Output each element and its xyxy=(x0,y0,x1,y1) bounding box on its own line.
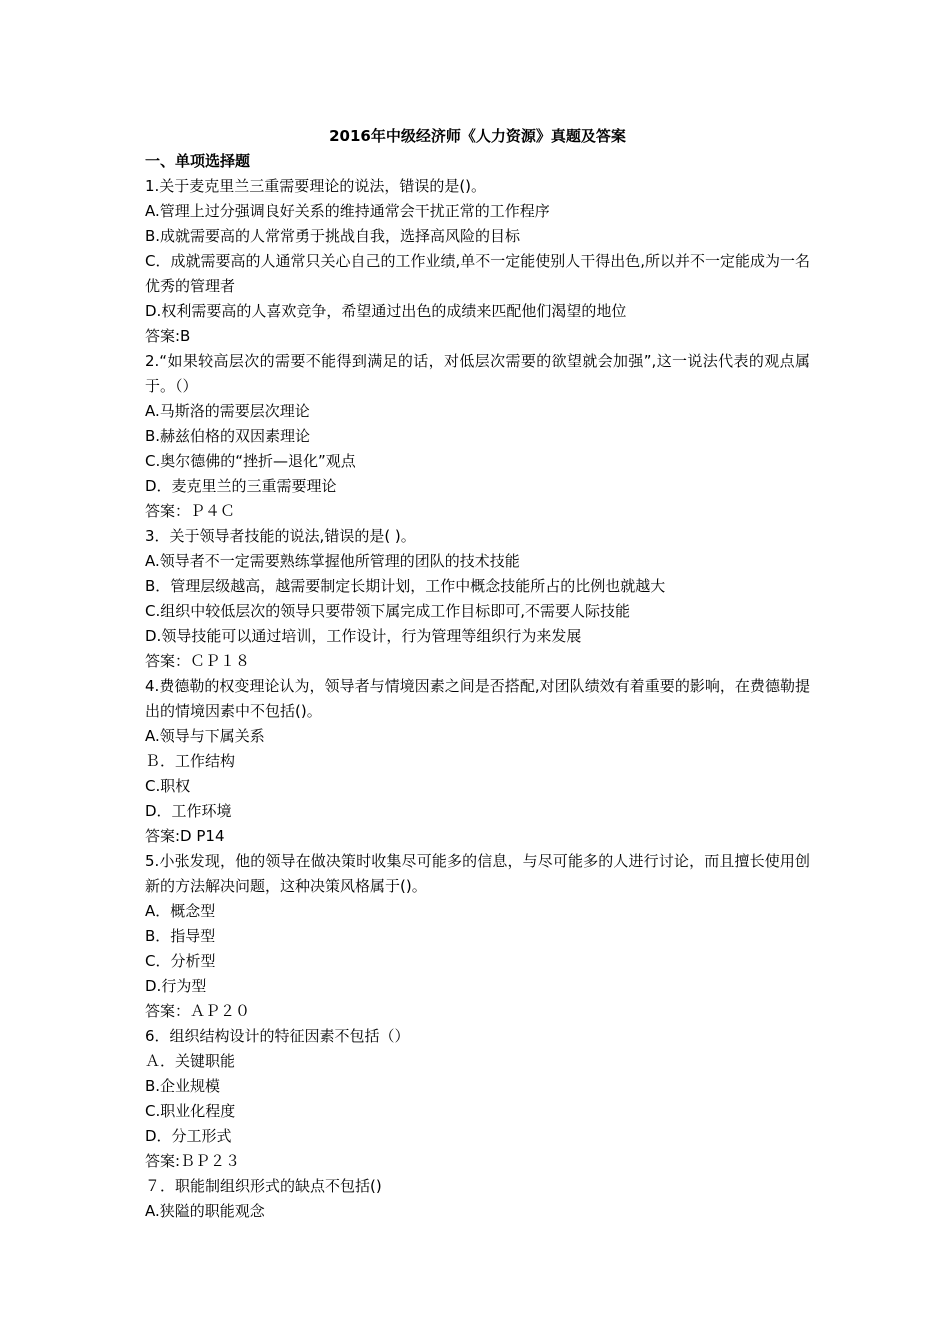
document-title: 2016年中级经济师《人力资源》真题及答案 xyxy=(329,127,626,145)
text-line: 答案:ＢＰ２３ xyxy=(145,1152,241,1170)
text-line: D．麦克里兰的三重需要理论 xyxy=(145,477,337,495)
text-line: A.领导与下属关系 xyxy=(145,727,265,745)
text-line: D．分工形式 xyxy=(145,1127,232,1145)
text-line: 答案：Ｐ４Ｃ xyxy=(145,502,236,520)
text-line: ７．职能制组织形式的缺点不包括() xyxy=(145,1177,382,1195)
text-line: A．概念型 xyxy=(145,902,216,920)
text-line: A.狭隘的职能观念 xyxy=(145,1202,265,1220)
text-line: Ｂ．工作结构 xyxy=(145,752,236,770)
text-line: 6．组织结构设计的特征因素不包括（） xyxy=(145,1027,410,1045)
text-line: B.企业规模 xyxy=(145,1077,221,1095)
text-line: D．工作环境 xyxy=(145,802,232,820)
text-line: C.奥尔德佛的“挫折—退化”观点 xyxy=(145,452,356,470)
text-line: 1.关于麦克里兰三重需要理论的说法，错误的是()。 xyxy=(145,177,487,195)
text-line: C.组织中较低层次的领导只要带领下属完成工作目标即可,不需要人际技能 xyxy=(145,602,631,620)
text-line: C．成就需要高的人通常只关心自己的工作业绩,单不一定能使别人干得出色,所以并不一定能成为一名优秀的管理者 xyxy=(145,252,811,295)
text-line: 答案：ＡＰ２０ xyxy=(145,1002,251,1020)
text-line: A.管理上过分强调良好关系的维持通常会干扰正常的工作程序 xyxy=(145,202,550,220)
text-line: D.权利需要高的人喜欢竞争，希望通过出色的成绩来匹配他们渴望的地位 xyxy=(145,302,627,320)
text-line: B．管理层级越高，越需要制定长期计划，工作中概念技能所占的比例也就越大 xyxy=(145,577,666,595)
text-line: D.领导技能可以通过培训，工作设计，行为管理等组织行为来发展 xyxy=(145,627,582,645)
text-line: B.成就需要高的人常常勇于挑战自我，选择高风险的目标 xyxy=(145,227,521,245)
question-list xyxy=(145,174,810,1224)
text-line: 4.费德勒的权变理论认为，领导者与情境因素之间是否搭配,对团队绩效有着重要的影响，在费德勒提出的情境因素中不包括()。 xyxy=(145,677,810,720)
document-body xyxy=(145,124,810,1224)
section-heading: 一、单项选择题 xyxy=(145,152,251,170)
text-line: C.职权 xyxy=(145,777,191,795)
text-line: D.行为型 xyxy=(145,977,207,995)
text-line: A.领导者不一定需要熟练掌握他所管理的团队的技术技能 xyxy=(145,552,520,570)
text-line: 答案:B xyxy=(145,327,191,345)
text-line: 答案：ＣＰ１８ xyxy=(145,652,251,670)
text-line: Ａ．关键职能 xyxy=(145,1052,236,1070)
text-line: A.马斯洛的需要层次理论 xyxy=(145,402,310,420)
text-line: B.赫兹伯格的双因素理论 xyxy=(145,427,311,445)
text-line: C．分析型 xyxy=(145,952,216,970)
text-line: C.职业化程度 xyxy=(145,1102,236,1120)
text-line: 5.小张发现，他的领导在做决策时收集尽可能多的信息，与尽可能多的人进行讨论，而且擅长使用创新的方法解决问题，这种决策风格属于()。 xyxy=(145,852,810,895)
text-line: B．指导型 xyxy=(145,927,216,945)
text-line: 2.“如果较高层次的需要不能得到满足的话，对低层次需要的欲望就会加强”,这一说法代表的观点属于。（） xyxy=(145,352,810,395)
text-line: 3．关于领导者技能的说法,错误的是( )。 xyxy=(145,527,416,545)
text-line: 答案:D P14 xyxy=(145,827,225,845)
